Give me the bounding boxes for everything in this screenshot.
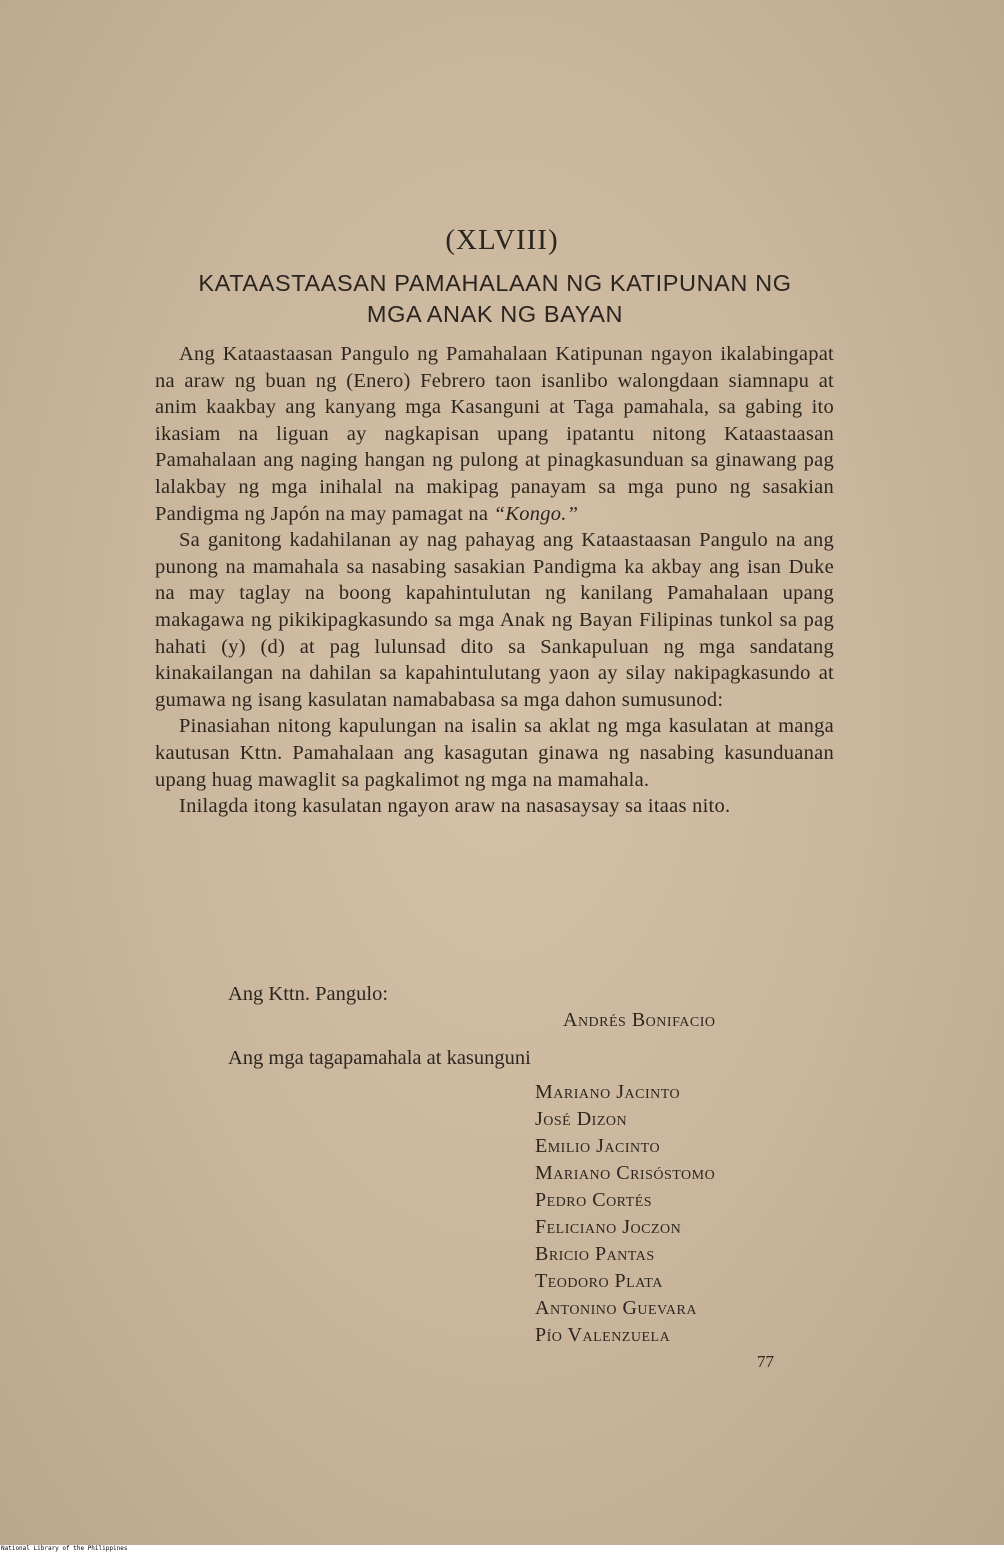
- page-number: 77: [757, 1352, 774, 1371]
- title-line-2: MGA ANAK NG BAYAN: [366, 301, 624, 327]
- member-name: Teodoro Plata: [535, 1270, 663, 1292]
- paragraph-1-text: Ang Kataastaasan Pangulo ng Pamahalaan Katipunan ngayon ikalabingapat na araw ng buan ng (Enero) Febrero taon isanlibo walongdaan siamnapu at anim kaakbay ang kanyang mga Kasanguni at Taga pamahala, sa gabing ito ikasiam na liguan ay nagkapisan upang ipatantu nitong Kataastaasan Pamahalaan ang naging hangan ng pulong at pinagkasunduan sa ginawang pag lalakbay ng mga inihalal na makipag panayam sa mga puno ng sasakian Pandigma ng Japón na may pamagat na: [155, 343, 834, 525]
- document-body: [155, 341, 834, 820]
- paragraph-1: [155, 341, 834, 527]
- paragraph-2: Sa ganitong kadahilanan ay nag pahayag ang Kataastaasan Pangulo na ang punong na mamahala sa nasabing sasakian Pandigma ka akbay ang isan Duke na may taglay na boong kapahintulutan ng kanilang Pamahalaan upang makagawa ng pikikipagkasundo sa mga Anak ng Bayan Filipinas tunkol sa pag hahati (y) (d) at pag lulunsad dito sa Sankapuluan ng mga sandatang kinakailangan na dahilan sa kapahintulutang yaon ay silay nakipagkasundo at gumawa ng isang kasulatan namababasa sa mga dahon sumusunod:: [155, 529, 834, 711]
- paragraph-4: Inilagda itong kasulatan ngayon araw na nasasaysay sa itaas nito.: [179, 795, 731, 818]
- chapter-numeral: (XLVIII): [445, 224, 559, 256]
- member-name: Antonino Guevara: [535, 1297, 697, 1319]
- footer-bar: [0, 1545, 1004, 1553]
- member-name: Pío Valenzuela: [535, 1324, 671, 1346]
- signer-name: Andrés Bonifacio: [563, 1009, 716, 1031]
- member-name: Mariano Jacinto: [535, 1081, 681, 1103]
- title-line-1: KATAASTAASAN PAMAHALAAN NG KATIPUNAN NG: [198, 270, 792, 296]
- member-name: Mariano Crisóstomo: [535, 1162, 716, 1184]
- ship-name: “Kongo.”: [493, 502, 579, 525]
- member-name: Emilio Jacinto: [535, 1135, 661, 1157]
- member-name: José Dizon: [535, 1108, 628, 1130]
- paragraph-3: Pinasiahan nitong kapulungan na isalin sa aklat ng mga kasulatan at manga kautusan Kttn. Pamahalaan ang kasagutan ginawa ng nasabing kasunduanan upang huag mawaglit sa pagkalimot ng mga na mamahala.: [155, 715, 834, 791]
- member-name: Bricio Pantas: [535, 1243, 655, 1265]
- member-name: Pedro Cortés: [535, 1189, 653, 1211]
- footer-credit: National Library of the Philippines: [1, 1545, 128, 1552]
- signer-label: Ang Kttn. Pangulo:: [228, 983, 389, 1005]
- members-label: Ang mga tagapamahala at kasunguni: [228, 1047, 531, 1069]
- member-name: Feliciano Joczon: [535, 1216, 682, 1238]
- members-list: [535, 1079, 715, 1349]
- document-title: [130, 268, 860, 330]
